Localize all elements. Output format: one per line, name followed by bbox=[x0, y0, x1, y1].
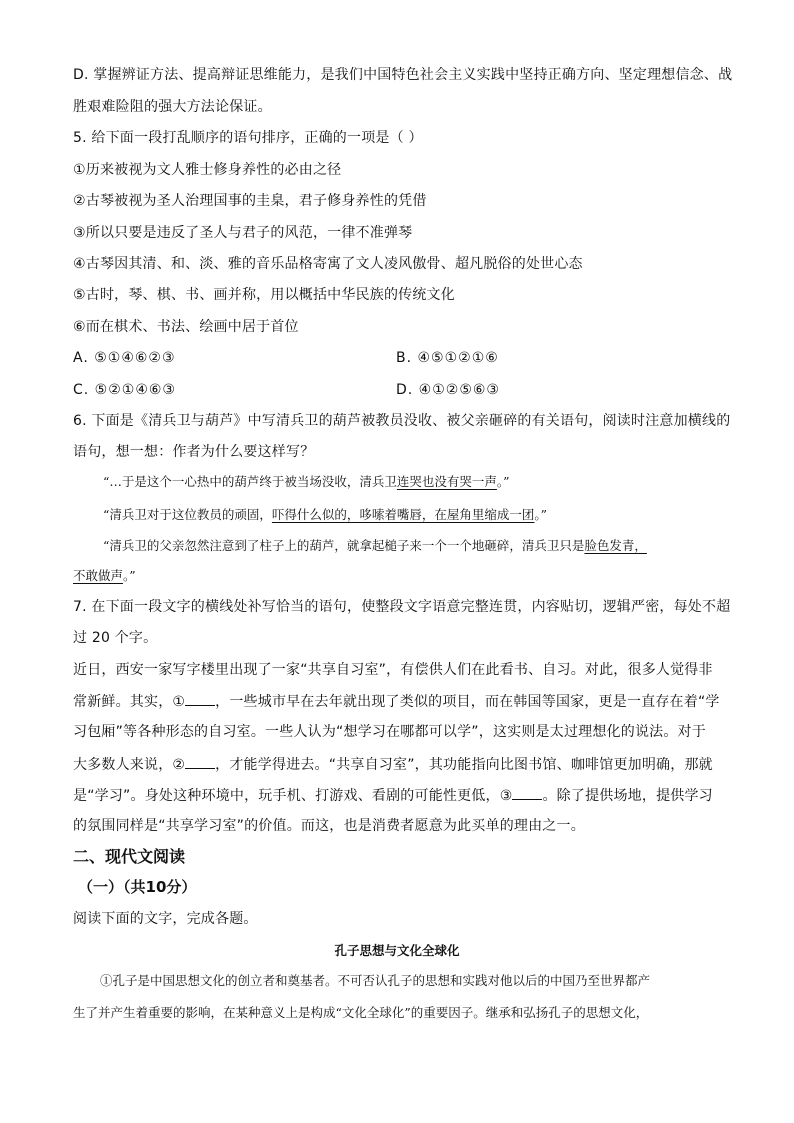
q5-item-5: ⑤古时，琴、棋、书、画并称，用以概括中华民族的传统文化 bbox=[73, 287, 455, 303]
q6-stem-line1: 6. 下面是《清兵卫与葫芦》中写清兵卫的葫芦被教员没收、被父亲砸碎的有关语句，阅读时注意加横线的 bbox=[73, 413, 731, 429]
article-paragraph-1-line2: 生了并产生着重要的影响，在某种意义上是构成“文化全球化”的重要因子。继承和弘扬孔子的思想文化， bbox=[73, 1005, 649, 1020]
q7-passage-line6: 的氛围同样是“共享学习室”的价值。而这，也是消费者愿意为此买单的理由之一。 bbox=[73, 818, 585, 834]
reading-instruction: 阅读下面的文字，完成各题。 bbox=[73, 911, 258, 927]
q4-option-d-line2: 胜艰难险阻的强大方法论保证。 bbox=[73, 99, 272, 115]
q7-stem-line2: 过 20 个字。 bbox=[73, 630, 158, 646]
q6-quote-3-end: 。” bbox=[123, 568, 136, 583]
q5-stem: 5. 给下面一段打乱顺序的语句排序，正确的一项是（ ） bbox=[73, 130, 423, 146]
q7-passage-line4 bbox=[73, 754, 723, 775]
q5-item-4: ④古琴因其清、和、淡、雅的音乐品格寄寓了文人凌风傲骨、超凡脱俗的处世心态 bbox=[73, 256, 583, 272]
q6-quote-3-underlined-cont: 不敢做声 bbox=[73, 568, 124, 583]
q6-quote-3 bbox=[103, 536, 647, 556]
q5-option-b: B. ④⑤①②①⑥ bbox=[396, 350, 499, 366]
q7-passage-line2-a: 常新鲜。其实，① bbox=[73, 694, 186, 710]
q6-quote-1-end: 。” bbox=[496, 474, 510, 489]
q5-option-d: D. ④①②⑤⑥③ bbox=[396, 382, 500, 398]
q7-passage-line5-a: 是“学习”。身处这种环境中，玩手机、打游戏、看剧的可能性更低，③ bbox=[73, 788, 513, 804]
q6-quote-1-underlined: 连哭也没有哭一声 bbox=[396, 474, 497, 489]
q6-quote-2-underlined: 吓得什么似的，哆嗦着嘴唇，在屋角里缩成一团 bbox=[271, 507, 535, 522]
section-heading: 二、现代文阅读 bbox=[73, 847, 186, 866]
q7-passage-line3: 习包厢”等各种形态的自习室。一些人认为“想学习在哪都可以学”，这实则是太过理想化的说法。对于 bbox=[73, 724, 706, 740]
q7-stem-line1: 7. 在下面一段文字的横线处补写恰当的语句，使整段文字语意完整连贯，内容贴切，逻辑严密，每处不超 bbox=[73, 599, 731, 615]
q5-item-6: ⑥而在棋术、书法、绘画中居于首位 bbox=[73, 319, 299, 335]
q6-quote-3-continued bbox=[73, 566, 136, 586]
q6-stem-line2: 语句，想一想：作者为什么要这样写？ bbox=[73, 444, 315, 460]
q6-quote-3-text: “清兵卫的父亲忽然注意到了柱子上的葫芦，就拿起槌子来一个一个地砸碎，清兵卫只是 bbox=[103, 538, 585, 553]
article-paragraph-1-line1: ①孔子是中国思想文化的创立者和奠基者。不可否认孔子的思想和实践对他以后的中国乃至世界都产 bbox=[100, 973, 651, 988]
q5-option-a: A. ⑤①④⑥②③ bbox=[73, 350, 176, 366]
q7-passage-line2-b: ，一些城市早在去年就出现了类似的项目，而在韩国等国家，更是一直存在着“学 bbox=[215, 694, 720, 710]
q7-passage-line5-b: 。除了提供场地，提供学习 bbox=[542, 788, 713, 804]
q7-blank-3[interactable] bbox=[512, 785, 542, 800]
q4-option-d-line1: D. 掌握辨证方法、提高辩证思维能力，是我们中国特色社会主义实践中坚持正确方向、坚定理想信念、战 bbox=[73, 67, 733, 83]
q6-quote-3-underlined: 脸色发青， bbox=[584, 538, 647, 553]
article-title: 孔子思想与文化全球化 bbox=[334, 943, 460, 958]
q6-quote-2-text: “清兵卫对于这位教员的顽固， bbox=[103, 507, 272, 522]
q6-quote-1 bbox=[103, 472, 510, 492]
q7-passage-line4-b: ，才能学得进去。“共享自习室”，其功能指向比图书馆、咖啡馆更加明确，那就 bbox=[215, 757, 713, 773]
q7-passage-line4-a: 大多数人来说，② bbox=[73, 757, 186, 773]
q5-item-1: ①历来被视为文人雅士修身养性的必由之径 bbox=[73, 162, 342, 178]
q7-blank-1[interactable] bbox=[185, 691, 215, 706]
q5-item-2: ②古琴被视为圣人治理国事的圭臬，君子修身养性的凭借 bbox=[73, 193, 427, 209]
q6-quote-2 bbox=[103, 505, 547, 525]
q7-passage-line2 bbox=[73, 691, 723, 712]
q5-option-c: C. ⑤②①④⑥③ bbox=[73, 382, 176, 398]
q7-passage-line5 bbox=[73, 785, 723, 806]
q7-blank-2[interactable] bbox=[185, 754, 215, 769]
q7-passage-line1: 近日，西安一家写字楼里出现了一家“共享自习室”，有偿供人们在此看书、自习。对此，很多人觉得非 bbox=[73, 662, 713, 678]
q6-quote-2-end: 。” bbox=[534, 507, 548, 522]
q6-quote-1-text: “…于是这个一心热中的葫芦终于被当场没收，清兵卫 bbox=[103, 474, 397, 489]
q5-item-3: ③所以只要是违反了圣人与君子的风范，一律不准弹琴 bbox=[73, 225, 413, 241]
subsection-heading: （一）（共10分） bbox=[78, 878, 197, 896]
